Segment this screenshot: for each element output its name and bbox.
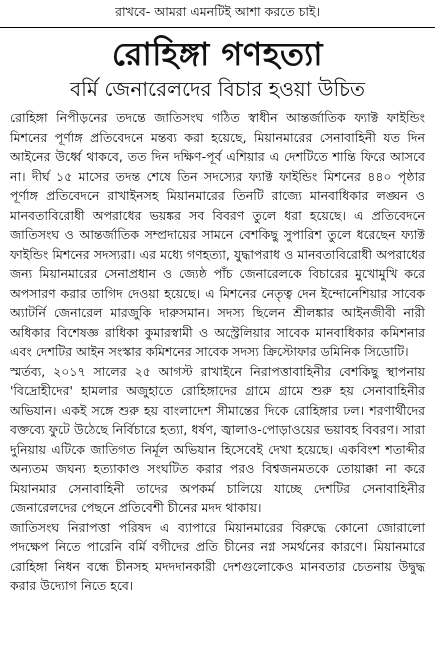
- previous-article-tail: রাখবে- আমরা এমনটিই আশা করতে চাই।: [0, 0, 435, 28]
- body-paragraph-1: রোহিঙ্গা নিপীড়নের তদন্তে জাতিসংঘ গঠিত স্বাধীন আন্তর্জাতিক ফ্যাক্ট ফাইন্ডিং মিশনের পূর্ণাঙ্গ প্রতিবেদনে মন্তব্য করা হয়েছে, মিয়ানমারের সেনাবাহিনী যত দিন আইনের উর্ধ্বে থাকবে, তত দিন দক্ষিণ-পূর্ব এশিয়ার এ দেশটিতে শান্তি ফিরে আসবে না। দীর্ঘ ১৫ মাসের তদন্ত শেষে তিন সদস্যের ফ্যাক্ট ফাইন্ডিং মিশনের ৪৪০ পৃষ্ঠার পূর্ণাঙ্গ প্রতিবেদনে রাখাইনসহ মিয়ানমারের তিনটি রাজ্যে মানবাধিকার লঙ্ঘন ও মানবতাবিরোধী অপরাধের ভয়ঙ্কর সব বিবরণ তুলে ধরা হয়েছে। এ প্রতিবেদনে জাতিসংঘ ও আন্তর্জাতিক সম্প্রদায়ের সামনে বেশকিছু সুপারিশ তুলে ধরেছেন ফ্যাক্ট ফাইন্ডিং মিশনের সদস্যরা। এর মধ্যে গণহত্যা, যুদ্ধাপরাধ ও মানবতাবিরোধী অপরাধের জন্য মিয়ানমারের সেনাপ্রধান ও জ্যেষ্ঠ পাঁচ জেনারেলকে বিচারের মুখোমুখি করে অপসারণ করার তাগিদ দেওয়া হয়েছে। এ মিশনের নেতৃত্ব দেন ইন্দোনেশিয়ার সাবেক অ্যাটর্নি জেনারেল মারজুকি দারুসমান। সদস্য ছিলেন শ্রীলঙ্কার আইনজীবী নারী অধিকার বিশেষজ্ঞ রাধিকা কুমারস্বামী ও অস্ট্রেলিয়ার সাবেক মানবাধিকার কমিশনার এবং দেশটির আইন সংস্কার কমিশনের সাবেক সদস্য ক্রিস্টোফার ডমিনিক সিডোটি।: [10, 110, 425, 359]
- article-subheading: বর্মি জেনারেলদের বিচার হওয়া উচিত: [70, 77, 365, 101]
- article-headline: রোহিঙ্গা গণহত্যা: [111, 35, 324, 73]
- body-paragraph-3: জাতিসংঘ নিরাপত্তা পরিষদ এ ব্যাপারে মিয়ানমারের বিরুদ্ধে কোনো জোরালো পদক্ষেপ নিতে পারেনি বর্মি বগীদের প্রতি চীনের নগ্ন সমর্থনের কারণে। মিয়ানমারে রোহিঙ্গা নিধন বন্ধে চীনসহ মদদদানকারী দেশগুলোকেও মানবতার চেতনায় উদ্বুদ্ধ করার উদ্যোগ নিতে হবে।: [10, 519, 425, 593]
- body-paragraph-2: স্মর্তব্য, ২০১৭ সালের ২৫ আগস্ট রাখাইনে নিরাপত্তাবাহিনীর বেশকিছু স্থাপনায় 'বিদ্রোহীদের' হামলার অজুহাতে রোহিঙ্গাদের গ্রামে গ্রামে শুরু হয় সেনাবাহিনীর অভিযান। একই সঙ্গে শুরু হয় বাংলাদেশ সীমান্তের দিকে রোহিঙ্গার ঢল। শরণার্থীদের বক্তব্যে ফুটে উঠেছে নির্বিচারে হত্যা, ধর্ষণ, জ্বালাও-পোড়াওয়ের ভয়াবহ বিবরণ। সারা দুনিয়ায় এটিকে জাতিগত নির্মূল অভিযান হিসেবেই দেখা হয়েছে। একবিংশ শতাব্দীর অন্যতম জঘন্য হত্যাকাণ্ড সংঘটিত করার পরও বিশ্বজনমতকে তোয়াক্কা না করে মিয়ানমার সেনাবাহিনী তাদের অপকর্ম চালিয়ে যাচ্ছে দেশটির সেনাবাহিনীর জেনারেলদের পেছনে প্রতিবেশী চীনের মদদ থাকায়।: [10, 363, 425, 515]
- article-body: [10, 108, 425, 596]
